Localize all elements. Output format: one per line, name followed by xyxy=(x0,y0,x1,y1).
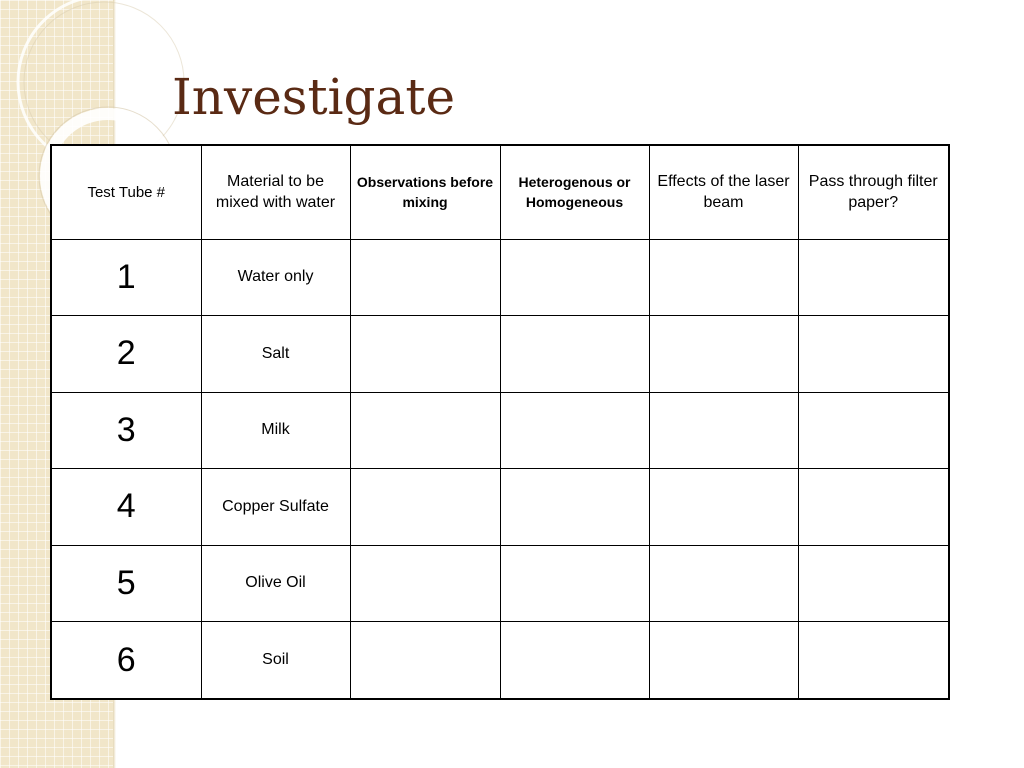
filter-paper-cell xyxy=(798,469,949,546)
filter-paper-cell xyxy=(798,239,949,316)
tube-number: 2 xyxy=(51,316,201,393)
filter-paper-cell xyxy=(798,622,949,699)
header-laser-effects: Effects of the laser beam xyxy=(649,145,798,239)
table-row xyxy=(51,545,949,622)
investigation-table xyxy=(50,144,950,700)
observations-cell xyxy=(350,316,500,393)
laser-effects-cell xyxy=(649,622,798,699)
observations-cell xyxy=(350,622,500,699)
material-cell: Copper Sulfate xyxy=(201,469,350,546)
table-row xyxy=(51,239,949,316)
hetero-homo-cell xyxy=(500,392,649,469)
table-row xyxy=(51,622,949,699)
tube-number: 1 xyxy=(51,239,201,316)
laser-effects-cell xyxy=(649,545,798,622)
hetero-homo-cell xyxy=(500,469,649,546)
filter-paper-cell xyxy=(798,545,949,622)
laser-effects-cell xyxy=(649,469,798,546)
slide-title: Investigate xyxy=(172,68,456,126)
material-cell: Water only xyxy=(201,239,350,316)
table-row xyxy=(51,316,949,393)
material-cell: Milk xyxy=(201,392,350,469)
tube-number: 3 xyxy=(51,392,201,469)
header-test-tube: Test Tube # xyxy=(51,145,201,239)
header-hetero-homo: Heterogenous or Homogeneous xyxy=(500,145,649,239)
header-row xyxy=(51,145,949,239)
tube-number: 5 xyxy=(51,545,201,622)
observations-cell xyxy=(350,239,500,316)
hetero-homo-cell xyxy=(500,316,649,393)
tube-number: 4 xyxy=(51,469,201,546)
hetero-homo-cell xyxy=(500,622,649,699)
material-cell: Olive Oil xyxy=(201,545,350,622)
header-material: Material to be mixed with water xyxy=(201,145,350,239)
filter-paper-cell xyxy=(798,316,949,393)
observations-cell xyxy=(350,392,500,469)
observations-cell xyxy=(350,545,500,622)
laser-effects-cell xyxy=(649,239,798,316)
material-cell: Salt xyxy=(201,316,350,393)
laser-effects-cell xyxy=(649,392,798,469)
hetero-homo-cell xyxy=(500,545,649,622)
table-row xyxy=(51,469,949,546)
table-row xyxy=(51,392,949,469)
tube-number: 6 xyxy=(51,622,201,699)
hetero-homo-cell xyxy=(500,239,649,316)
laser-effects-cell xyxy=(649,316,798,393)
filter-paper-cell xyxy=(798,392,949,469)
header-observations: Observations before mixing xyxy=(350,145,500,239)
observations-cell xyxy=(350,469,500,546)
header-filter-paper: Pass through filter paper? xyxy=(798,145,949,239)
material-cell: Soil xyxy=(201,622,350,699)
